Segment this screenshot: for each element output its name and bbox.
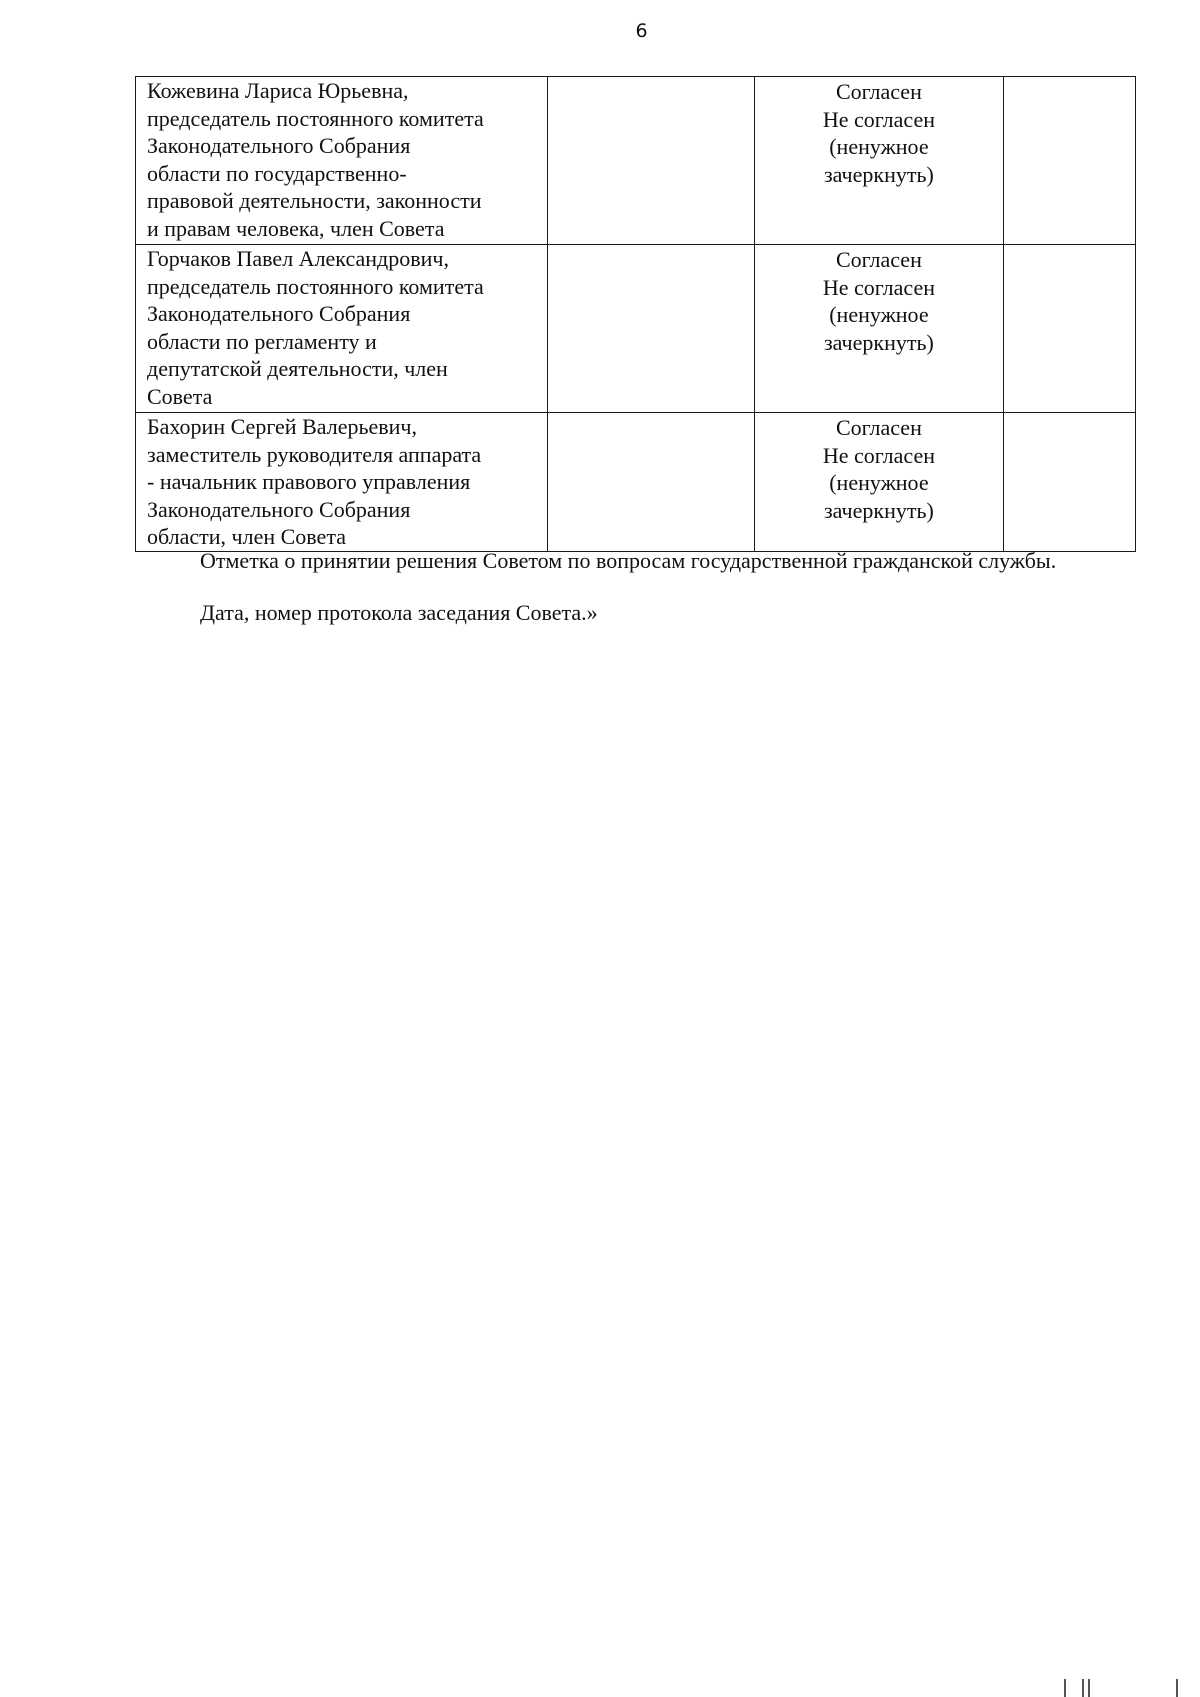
member-text-line: заместитель руководителя аппарата [147, 441, 482, 467]
signature-cell [548, 77, 755, 245]
vote-instruction: (ненужное [829, 302, 929, 327]
vote-option-agree: Согласен [835, 247, 922, 272]
vote-option-agree: Согласен [835, 415, 922, 440]
member-text-line: Совета [147, 383, 213, 409]
vote-option-agree: Согласен [835, 79, 922, 104]
member-text-line: области, член Совета [147, 524, 346, 549]
member-name-cell [136, 245, 548, 413]
note-cell [1003, 413, 1135, 552]
decision-note-paragraph: Отметка о принятии решения Советом по вопросам государственной гражданской службы. [200, 548, 1057, 573]
member-text-line: Горчаков Павел Александрович, [147, 246, 449, 271]
member-text-line: Законодательного Собрания [147, 496, 411, 522]
vote-instruction: зачеркнуть) [823, 497, 934, 523]
scan-artifact [1088, 1679, 1090, 1697]
vote-cell [755, 77, 1003, 245]
vote-cell [755, 413, 1003, 552]
scan-artifact [1176, 1679, 1178, 1697]
member-text-line: и правам человека, член Совета [147, 215, 445, 241]
vote-cell [755, 245, 1003, 413]
member-name-cell [136, 77, 548, 245]
vote-instruction: (ненужное [829, 134, 929, 159]
vote-instruction: зачеркнуть) [823, 329, 934, 355]
note-cell [1003, 245, 1135, 413]
vote-option-disagree: Не согласен [822, 442, 935, 468]
member-text-line: области по государственно- [147, 160, 407, 186]
vote-instruction: зачеркнуть) [823, 161, 934, 187]
member-text-line: председатель постоянного комитета [147, 105, 484, 131]
member-text-line: Бахорин Сергей Валерьевич, [147, 414, 417, 439]
member-text-line: Кожевина Лариса Юрьевна, [147, 78, 409, 103]
page-number: 6 [635, 20, 648, 42]
scan-artifact [1064, 1679, 1066, 1697]
table-row [136, 77, 1136, 245]
member-text-line: Законодательного Собрания [147, 301, 411, 326]
member-text-line: председатель постоянного комитета [147, 273, 484, 299]
member-name-cell [136, 413, 548, 552]
table-row [136, 413, 1136, 552]
note-cell [1003, 77, 1135, 245]
signature-cell [548, 413, 755, 552]
vote-option-disagree: Не согласен [822, 274, 935, 300]
table-row [136, 245, 1136, 413]
member-text-line: правовой деятельности, законности [147, 188, 482, 213]
vote-instruction: (ненужное [829, 470, 929, 495]
signature-cell [548, 245, 755, 413]
member-text-line: - начальник правового управления [147, 469, 471, 494]
member-text-line: Законодательного Собрания [147, 133, 411, 158]
scan-artifact [1082, 1679, 1084, 1697]
member-text-line: области по регламенту и [147, 328, 377, 354]
member-text-line: депутатской деятельности, член [147, 356, 448, 381]
council-members-table [135, 76, 1136, 552]
vote-option-disagree: Не согласен [822, 106, 935, 132]
date-note-paragraph: Дата, номер протокола заседания Совета.» [200, 600, 598, 625]
